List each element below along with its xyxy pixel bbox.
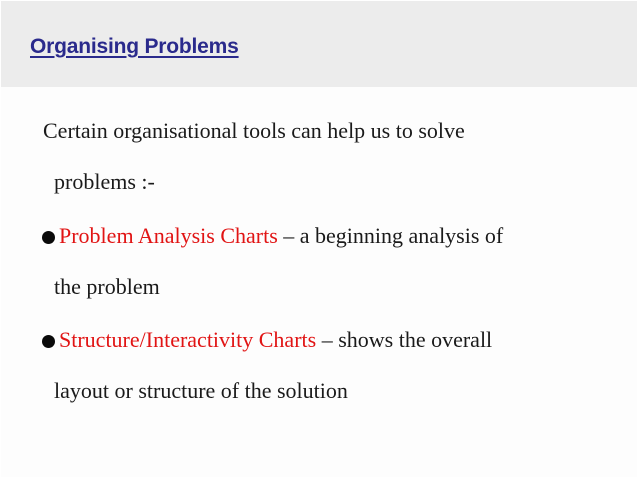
bullet-dot-1 (42, 231, 55, 244)
slide-title: Organising Problems (30, 35, 239, 58)
bullet-2-line-2: layout or structure of the solution (54, 378, 348, 403)
bullet-2-term: Structure/Interactivity Charts (59, 327, 317, 352)
slide (1, 1, 637, 477)
bullet-1-line-1 (59, 223, 503, 249)
bullet-dot-2 (42, 335, 55, 348)
intro-line-2: problems :- (54, 169, 155, 194)
bullet-2-rest: – shows the overall (316, 327, 493, 352)
bullet-1-line-2: the problem (54, 274, 160, 299)
bullet-2-line-1 (59, 327, 492, 353)
bullet-1-rest: – a beginning analysis of (277, 223, 504, 248)
bullet-1-term: Problem Analysis Charts (59, 223, 278, 248)
intro-line-1: Certain organisational tools can help us to solve (43, 118, 465, 143)
